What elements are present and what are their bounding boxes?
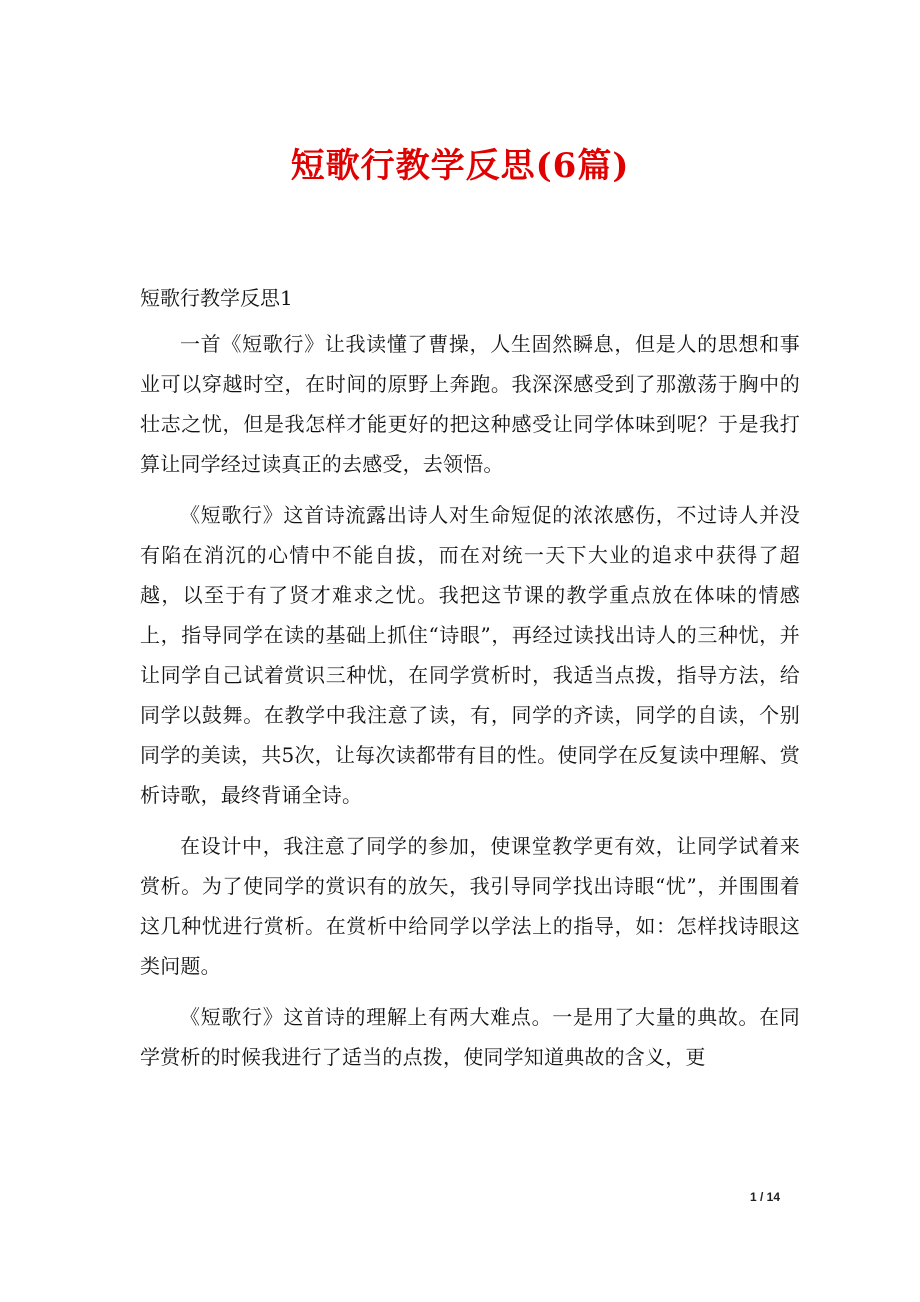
- paragraph-3: 在设计中，我注意了同学的参加，使课堂教学更有效，让同学试着来赏析。为了使同学的赏识有的放矢，我引导同学找出诗眼“忧”，并围围着这几种忧进行赏析。在赏析中给同学以学法上的指导，如：怎样找诗眼这类问题。: [140, 834, 800, 978]
- section-heading: 短歌行教学反思1: [140, 286, 293, 310]
- document-title: 短歌行教学反思(6篇): [290, 146, 630, 186]
- paragraph-4: 《短歌行》这首诗的理解上有两大难点。一是用了大量的典故。在同学赏析的时候我进行了适当的点拨，使同学知道典故的含义，更: [140, 1005, 800, 1069]
- paragraph-2: 《短歌行》这首诗流露出诗人对生命短促的浓浓感伤，不过诗人并没有陷在消沉的心情中不能自拔，而在对统一天下大业的追求中获得了超越，以至于有了贤才难求之忧。我把这节课的教学重点放在体味的情感上，指导同学在读的基础上抓住“诗眼”，再经过读找出诗人的三种忧，并让同学自己试着赏识三种忧，在同学赏析时，我适当点拨，指导方法，给同学以鼓舞。在教学中我注意了读，有，同学的齐读，同学的自读，个别同学的美读，共5次，让每次读都带有目的性。使同学在反复读中理解、赏析诗歌，最终背诵全诗。: [140, 503, 800, 807]
- page-number: 1 / 14: [749, 1190, 780, 1204]
- document-body: [140, 278, 800, 1088]
- paragraph-1: 一首《短歌行》让我读懂了曹操，人生固然瞬息，但是人的思想和事业可以穿越时空，在时间的原野上奔跑。我深深感受到了那激荡于胸中的壮志之忧，但是我怎样才能更好的把这种感受让同学体味到呢？于是我打算让同学经过读真正的去感受，去领悟。: [140, 332, 800, 476]
